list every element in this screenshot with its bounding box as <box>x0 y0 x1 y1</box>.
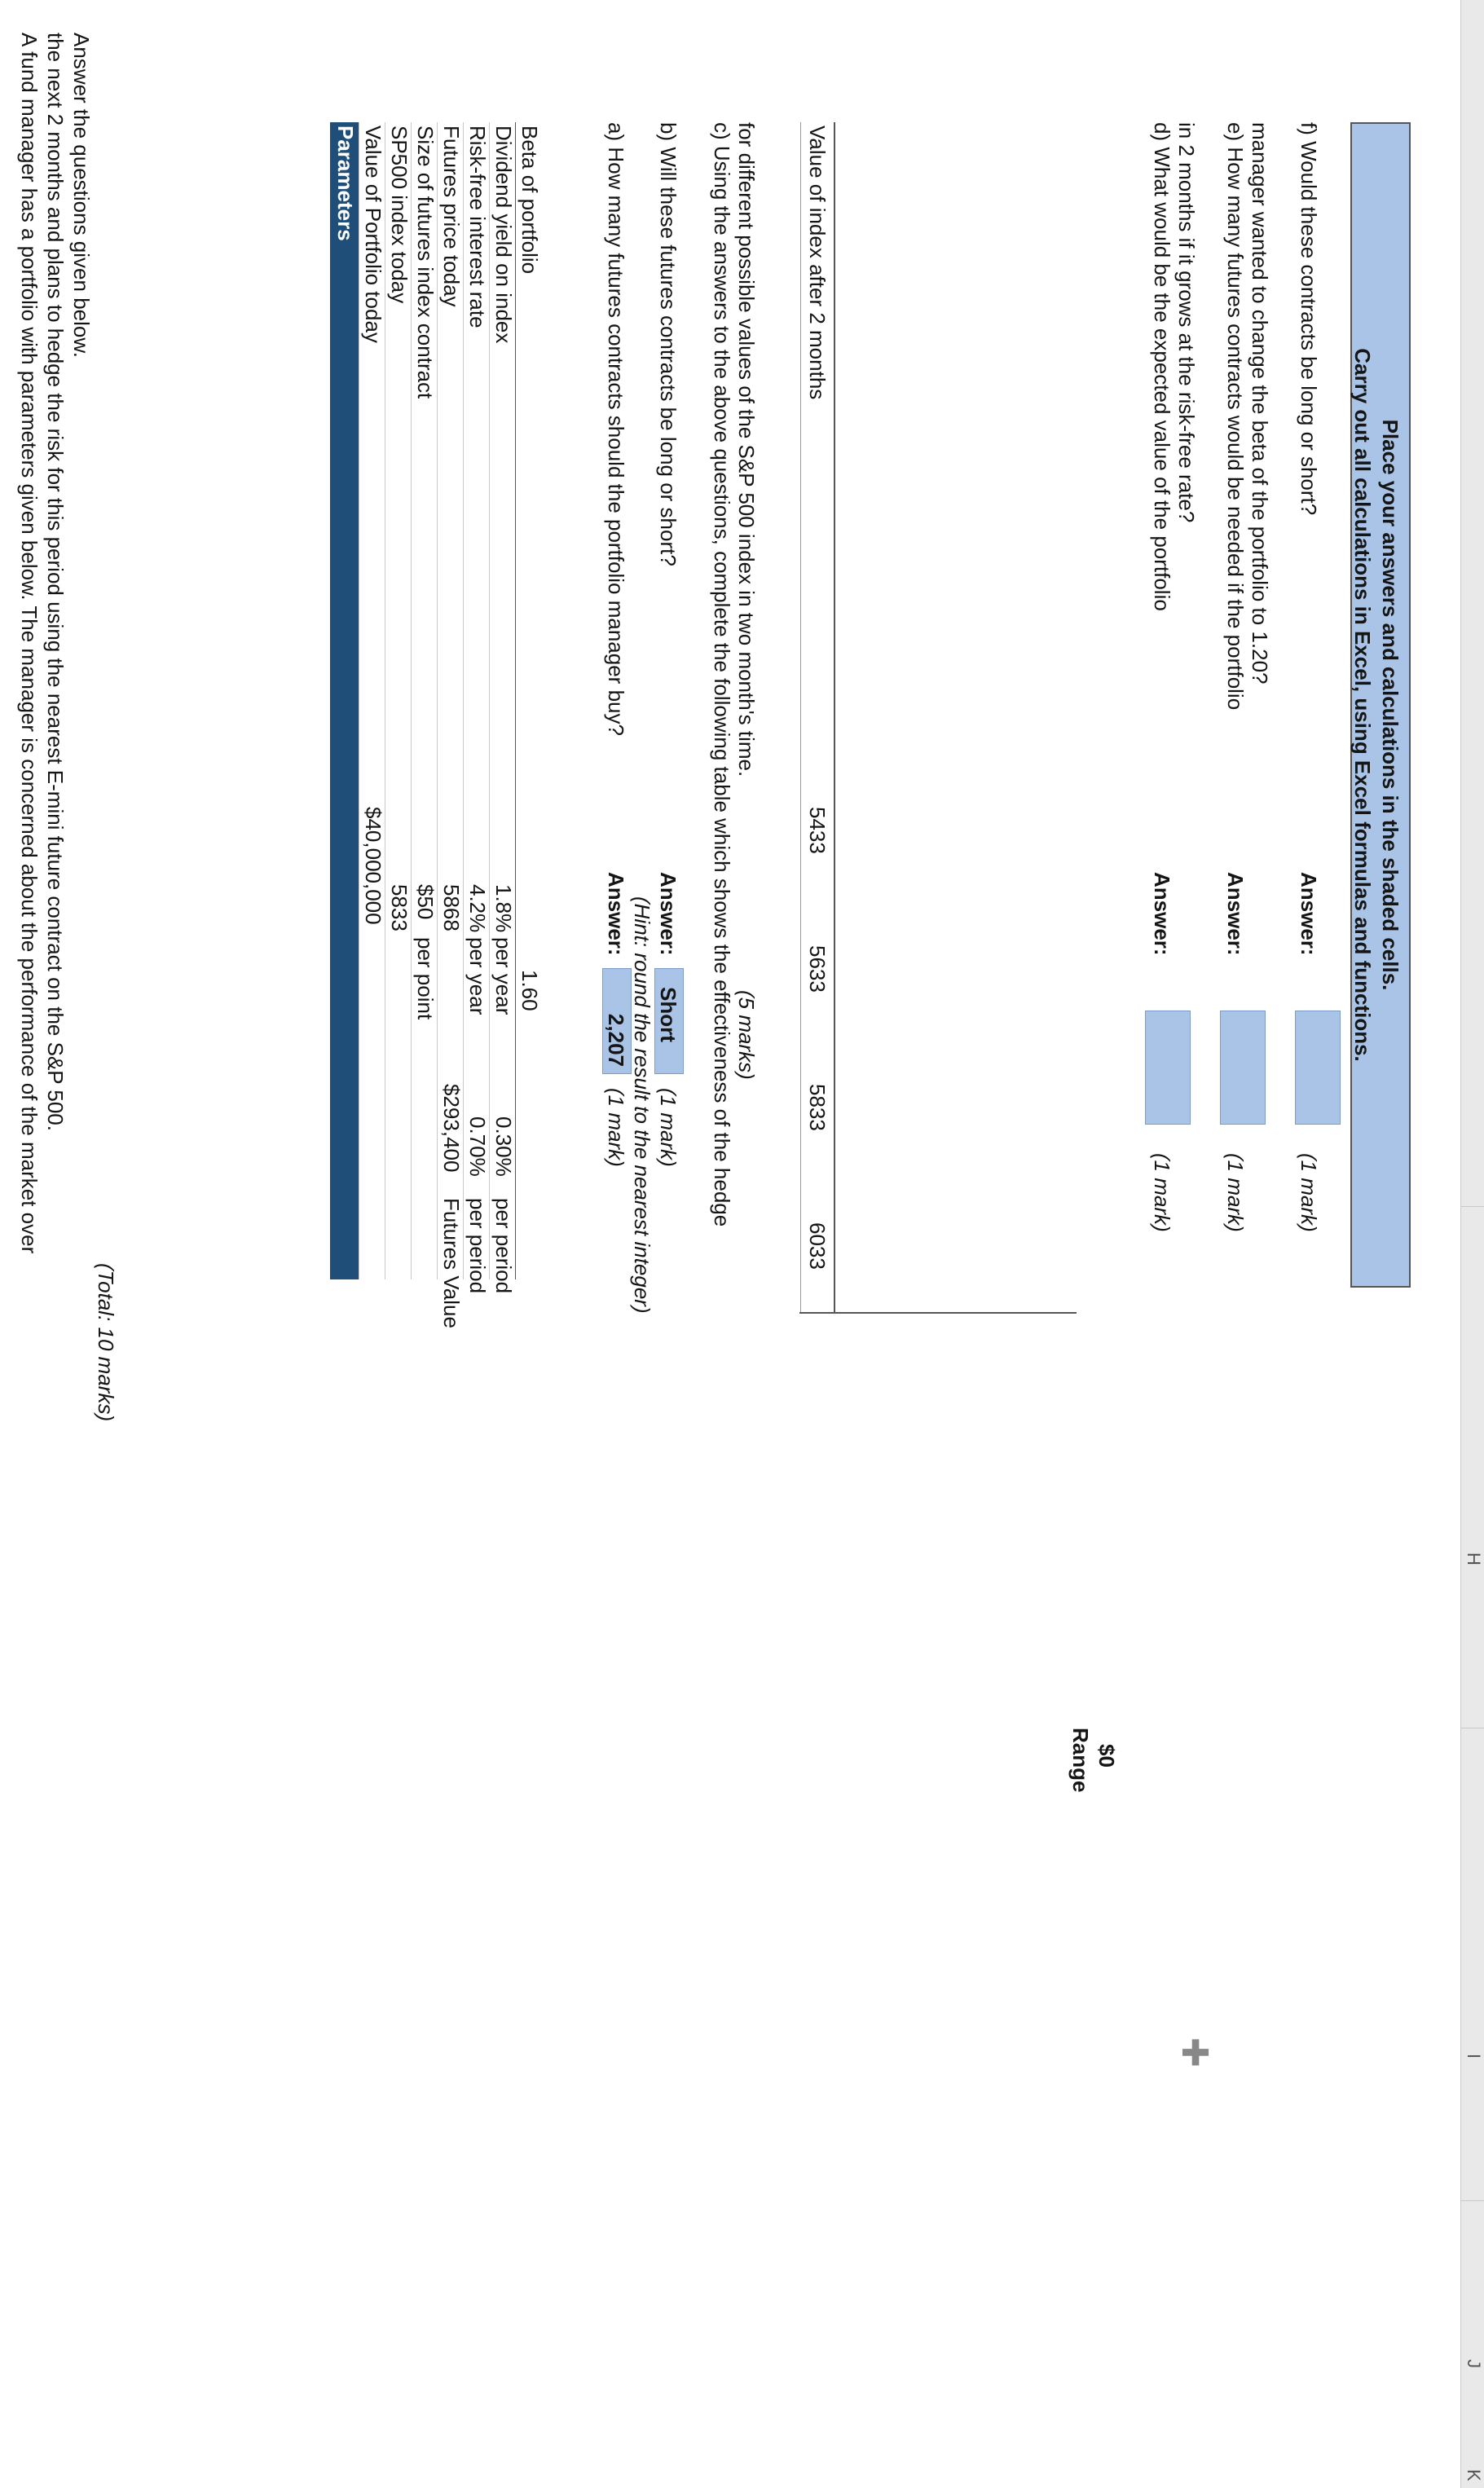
instruction-note <box>1350 122 1411 1288</box>
param-unit-2: Futures Value <box>439 1198 464 1328</box>
hedge-cell[interactable]: 5633 <box>805 945 830 993</box>
param-unit: per point <box>413 937 438 1020</box>
param-value[interactable]: $40,000,000 <box>361 807 385 925</box>
param-row <box>515 122 542 1279</box>
param-value[interactable]: $50 <box>413 884 438 920</box>
parameters-header <box>330 122 359 1279</box>
answer-b-marks: (1 mark) <box>656 1088 680 1167</box>
range-value: $0 <box>1094 1744 1119 1768</box>
intro-line-3: Answer the questions given below. <box>69 33 94 358</box>
question-d-line-1: d) What would be the expected value of the portfolio <box>1150 122 1174 611</box>
range-label: Range <box>1068 1728 1093 1793</box>
param-value-2[interactable]: 0.30% <box>491 1116 516 1177</box>
intro-line-2: the next 2 months and plans to hedge the risk for this period using the nearest E-mini future contract on the S&P 500. <box>43 33 68 1131</box>
param-label: Risk-free interest rate <box>465 126 490 328</box>
param-row <box>463 122 490 1294</box>
param-value[interactable]: 4.2% <box>465 884 490 933</box>
param-row <box>437 122 464 1328</box>
answer-f-label: Answer: <box>1297 872 1321 956</box>
question-f-line-1: f) Would these contracts be long or short? <box>1297 122 1321 516</box>
param-unit-2: per period <box>491 1198 516 1294</box>
column-header-i[interactable]: I <box>1464 2054 1484 2059</box>
param-value[interactable]: 1.60 <box>517 970 542 1011</box>
hedge-table <box>799 122 1077 1312</box>
param-row <box>489 122 516 1294</box>
hedge-cell[interactable]: 5433 <box>805 807 830 854</box>
column-separator <box>1461 2200 1484 2201</box>
param-value-2[interactable]: $293,400 <box>439 1084 464 1173</box>
param-unit: per year <box>491 937 516 1015</box>
question-c-line-1: c) Using the answers to the above questions, complete the following table which shows the effectiveness of the hedge <box>710 122 734 1227</box>
hedge-row-index <box>800 122 835 1312</box>
answer-d-marks: (1 mark) <box>1150 1153 1174 1232</box>
param-label: Dividend yield on index <box>491 126 516 344</box>
param-row <box>385 122 412 1279</box>
total-marks: (Total: 10 marks) <box>94 1263 118 1422</box>
param-label: Futures price today <box>439 126 464 307</box>
answer-f-cell[interactable] <box>1295 1011 1341 1125</box>
param-value[interactable]: 5833 <box>387 884 412 931</box>
column-header-bar <box>1460 0 1484 2488</box>
answer-b-cell[interactable] <box>654 968 684 1074</box>
param-label: SP500 index today <box>387 126 412 304</box>
question-a: a) How many futures contracts should the portfolio manager buy? <box>604 122 628 736</box>
answer-e-label: Answer: <box>1223 872 1248 956</box>
hedge-cell[interactable]: 6033 <box>805 1222 830 1270</box>
intro-line-1: A fund manager has a portfolio with parameters given below. The manager is concerned about the performance of the market over <box>17 33 42 1254</box>
column-header-h[interactable]: H <box>1464 1552 1484 1565</box>
parameters-title: Parameters <box>333 126 358 241</box>
answer-b-value: Short <box>656 987 680 1042</box>
cell-cursor-icon: ✚ <box>1174 2037 1214 2067</box>
answer-a-value: 2,207 <box>604 1013 628 1067</box>
hedge-cell[interactable]: 5833 <box>805 1084 830 1131</box>
answer-d-label: Answer: <box>1150 872 1174 956</box>
answer-e-marks: (1 mark) <box>1223 1153 1248 1232</box>
param-unit-2: per period <box>465 1198 490 1294</box>
answer-e-cell[interactable] <box>1220 1011 1266 1125</box>
question-c-marks: (5 marks) <box>734 990 759 1080</box>
param-value[interactable]: 5868 <box>439 884 464 931</box>
answer-b-label: Answer: <box>656 872 680 956</box>
param-label: Value of Portfolio today <box>361 126 385 343</box>
answer-a-cell[interactable] <box>602 968 632 1074</box>
param-value-2[interactable]: 0.70% <box>465 1116 490 1177</box>
instruction-line-2: Carry out all calculations in Excel, using Excel formulas and functions. <box>1350 348 1375 1062</box>
answer-d-cell[interactable] <box>1145 1011 1191 1125</box>
column-separator <box>1461 1206 1484 1207</box>
param-label: Beta of portfolio <box>517 126 542 275</box>
param-row <box>359 122 385 1279</box>
answer-f-marks: (1 mark) <box>1297 1153 1321 1232</box>
answer-a-marks: (1 mark) <box>604 1088 628 1167</box>
param-row <box>411 122 438 1279</box>
param-value[interactable]: 1.8% <box>491 884 516 933</box>
hedge-row-label: Value of index after 2 months <box>805 126 830 400</box>
question-e-line-2: manager wanted to change the beta of the portfolio to 1.20? <box>1248 122 1272 685</box>
instruction-line-1: Place your answers and calculations in the shaded cells. <box>1378 419 1403 991</box>
hint-a: (Hint: round the result to the nearest integer) <box>630 896 654 1314</box>
question-e-line-1: e) How many futures contracts would be needed if the portfolio <box>1223 122 1248 711</box>
param-label: Size of futures index contract <box>413 126 438 399</box>
column-header-j[interactable]: J <box>1464 2359 1484 2368</box>
question-c-line-2: for different possible values of the S&P 500 index in two month's time. <box>734 122 759 777</box>
parameters-table <box>359 122 555 1328</box>
question-b: b) Will these futures contracts be long or short? <box>656 122 680 566</box>
param-unit: per year <box>465 937 490 1015</box>
answer-a-label: Answer: <box>604 872 628 956</box>
column-header-k[interactable]: K <box>1464 2469 1484 2481</box>
question-d-line-2: in 2 months if it grows at the risk-free rate? <box>1174 122 1199 523</box>
